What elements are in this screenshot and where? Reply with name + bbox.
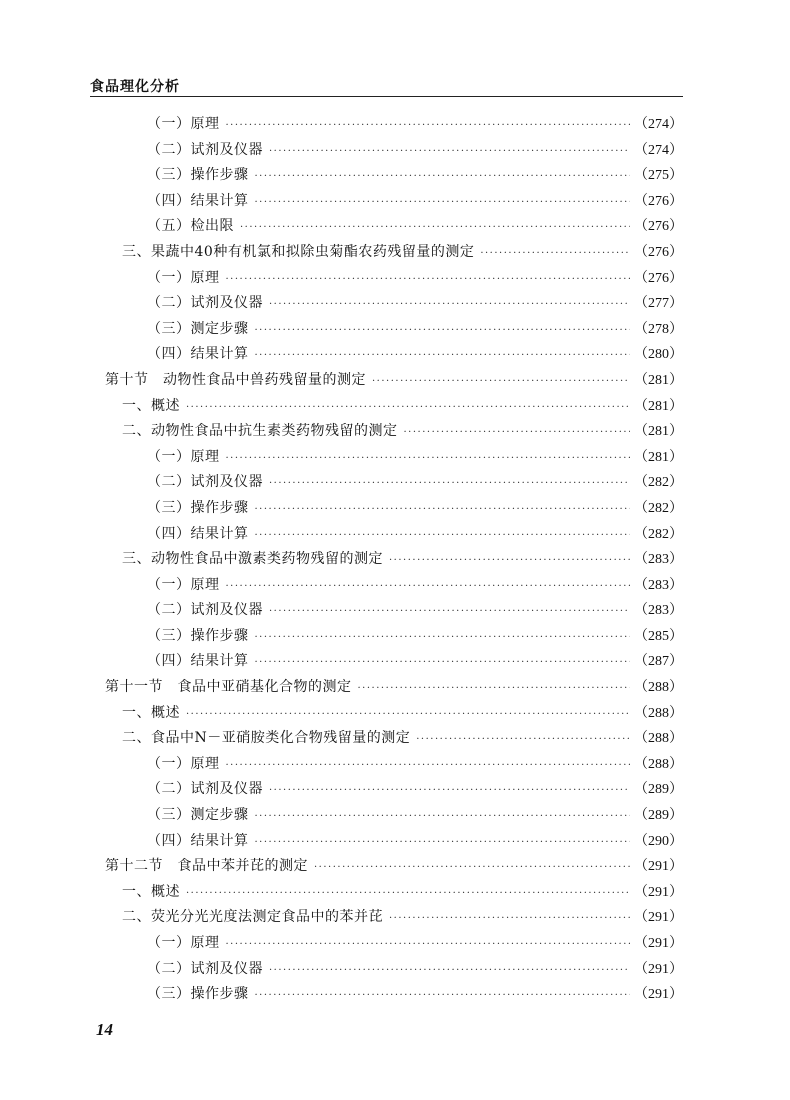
toc-entry-page: （285） [634,628,683,644]
toc-entry[interactable] [105,163,683,189]
toc-entry[interactable] [105,803,683,829]
toc-entry-page: （290） [634,833,683,849]
toc-entry-page: （289） [634,782,683,798]
toc-entry[interactable] [105,880,683,906]
dot-leader [255,830,631,856]
page-number: 14 [96,1020,113,1039]
dot-leader [255,650,631,676]
toc-entry-page: （291） [634,859,683,875]
toc-entry-title: （二）试剂及仪器 [147,960,263,977]
toc-entry[interactable] [105,829,683,855]
dot-leader [480,241,630,267]
dot-leader [416,727,630,753]
toc-entry-page: （291） [634,884,683,900]
toc-entry[interactable] [105,445,683,471]
dot-leader [255,318,631,344]
toc-entry-title: 一、概述 [122,883,180,900]
toc-entry-title: 一、概述 [122,397,180,414]
toc-entry-title: （五）检出限 [147,218,234,235]
dot-leader [255,497,631,523]
dot-leader [255,523,631,549]
toc-entry[interactable] [105,701,683,727]
toc-entry-title: （二）试剂及仪器 [147,295,263,312]
toc-entry[interactable] [105,649,683,675]
toc-entry-page: （288） [634,731,683,747]
toc-entry[interactable] [105,240,683,266]
toc-entry-title: 第十一节 食品中亚硝基化合物的测定 [105,679,352,696]
dot-leader [186,881,630,907]
toc-entry-page: （274） [634,142,683,158]
toc-entry[interactable] [105,522,683,548]
dot-leader [269,778,630,804]
toc-entry-page: （280） [634,347,683,363]
dot-leader [226,574,631,600]
dot-leader [269,599,630,625]
toc-entry-page: （288） [634,756,683,772]
toc-entry-page: （291） [634,987,683,1003]
toc-entry[interactable] [105,189,683,215]
dot-leader [255,804,631,830]
dot-leader [226,446,631,472]
toc-entry-page: （282） [634,526,683,542]
dot-leader [269,471,630,497]
toc-entry-title: 第十二节 食品中苯并芘的测定 [105,858,308,875]
toc-entry[interactable] [105,752,683,778]
dot-leader [226,753,631,779]
toc-entry[interactable] [105,982,683,1008]
dot-leader [269,139,630,165]
dot-leader [372,369,630,395]
toc-entry-page: （283） [634,603,683,619]
dot-leader [389,906,630,932]
toc-entry-page: （275） [634,168,683,184]
toc-entry-page: （276） [634,270,683,286]
toc-entry-page: （287） [634,654,683,670]
toc-entry-title: 三、动物性食品中激素类药物残留的测定 [122,551,383,568]
dot-leader [314,855,630,881]
toc-entry-page: （281） [634,372,683,388]
toc-entry-page: （276） [634,193,683,209]
toc-entry[interactable] [105,624,683,650]
toc-entry-title: 二、动物性食品中抗生素类药物残留的测定 [122,423,398,440]
toc-entry-title: （四）结果计算 [147,653,249,670]
toc-entry[interactable] [105,726,683,752]
toc-entry-page: （282） [634,500,683,516]
toc-entry-title: 第十节 动物性食品中兽药残留量的测定 [105,371,366,388]
toc-entry-title: （三）操作步骤 [147,986,249,1003]
toc-entry-title: 二、食品中N－亚硝胺类化合物残留量的测定 [122,730,411,747]
toc-entry-title: （二）试剂及仪器 [147,141,263,158]
toc-entry[interactable] [105,573,683,599]
toc-entry[interactable] [105,598,683,624]
toc-entry-title: （一）原理 [147,269,220,286]
toc-entry-page: （276） [634,244,683,260]
dot-leader [269,292,630,318]
toc-entry[interactable] [105,547,683,573]
toc-entry-page: （281） [634,424,683,440]
toc-entry-page: （278） [634,321,683,337]
dot-leader [186,702,630,728]
dot-leader [240,215,630,241]
dot-leader [358,676,631,702]
toc-entry-title: （三）测定步骤 [147,320,249,337]
header-rule [90,96,683,97]
toc-entry-title: （一）原理 [147,116,220,132]
toc-entry-page: （291） [634,961,683,977]
toc-entry-page: （291） [634,910,683,926]
toc-entry-title: 三、果蔬中40种有机氯和拟除虫菊酯农药残留量的测定 [122,243,475,260]
toc-entry[interactable] [105,854,683,880]
dot-leader [186,395,630,421]
toc-entry-title: （四）结果计算 [147,346,249,363]
toc-entry[interactable] [105,112,683,138]
toc-entry-page: （277） [634,296,683,312]
toc-entry[interactable] [105,266,683,292]
toc-entry-title: 一、概述 [122,704,180,721]
toc-entry-page: （283） [634,577,683,593]
toc-entry-page: （289） [634,808,683,824]
table-of-contents [105,112,683,1008]
toc-entry-title: （三）操作步骤 [147,167,249,184]
dot-leader [404,420,631,446]
dot-leader [255,190,631,216]
toc-entry-page: （274） [634,117,683,132]
toc-entry-title: （四）结果计算 [147,525,249,542]
toc-entry[interactable] [105,214,683,240]
toc-entry-page: （283） [634,552,683,568]
toc-entry-page: （282） [634,475,683,491]
toc-entry[interactable] [105,291,683,317]
toc-entry[interactable] [105,394,683,420]
toc-entry-title: （三）操作步骤 [147,499,249,516]
dot-leader [255,343,631,369]
dot-leader [269,958,630,984]
toc-entry-title: （四）结果计算 [147,832,249,849]
dot-leader [255,625,631,651]
toc-entry-page: （281） [634,449,683,465]
toc-entry-page: （281） [634,398,683,414]
dot-leader [255,983,631,1009]
toc-entry-title: （一）原理 [147,755,220,772]
running-head: 食品理化分析 [90,79,180,95]
toc-entry-title: （一）原理 [147,935,220,951]
dot-leader [389,548,630,574]
dot-leader [226,113,631,139]
toc-entry-page: （288） [634,680,683,696]
toc-entry[interactable] [105,470,683,496]
toc-entry-page: （276） [634,219,683,235]
toc-entry-title: （一）原理 [147,576,220,593]
toc-entry[interactable] [105,342,683,368]
toc-entry[interactable] [105,496,683,522]
toc-entry[interactable] [105,675,683,701]
toc-entry[interactable] [105,419,683,445]
dot-leader [226,932,631,958]
toc-entry[interactable] [105,905,683,931]
toc-entry-title: （三）操作步骤 [147,627,249,644]
toc-entry-page: （291） [634,936,683,951]
toc-entry-title: （三）测定步骤 [147,807,249,824]
toc-entry[interactable] [105,368,683,394]
toc-entry[interactable] [105,138,683,164]
dot-leader [226,267,631,293]
toc-entry-title: （二）试剂及仪器 [147,602,263,619]
toc-entry-title: 二、荧光分光光度法测定食品中的苯并芘 [122,909,383,926]
toc-entry-page: （288） [634,705,683,721]
toc-entry-title: （一）原理 [147,448,220,465]
dot-leader [255,164,631,190]
toc-entry[interactable] [105,777,683,803]
toc-entry[interactable] [105,957,683,983]
toc-entry[interactable] [105,317,683,343]
toc-entry[interactable] [105,931,683,957]
toc-entry-title: （四）结果计算 [147,192,249,209]
toc-entry-title: （二）试剂及仪器 [147,474,263,491]
toc-entry-title: （二）试剂及仪器 [147,781,263,798]
